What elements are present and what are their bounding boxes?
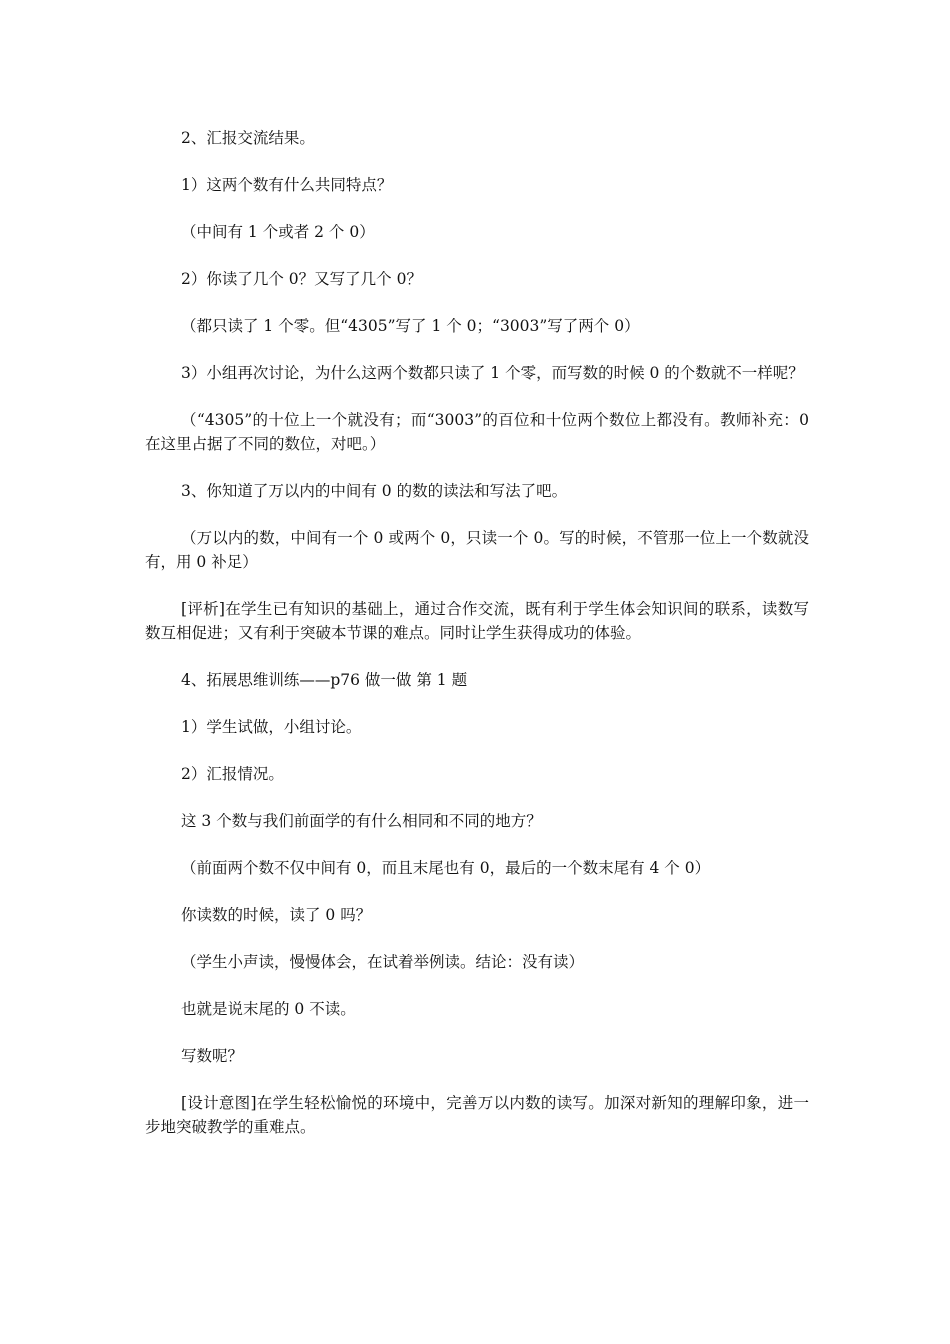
- paragraph-answer-not-read: （学生小声读，慢慢体会，在试着举例读。结论：没有读）: [181, 953, 585, 971]
- paragraph-answer-zeros-middle: （中间有 1 个或者 2 个 0）: [181, 223, 375, 241]
- paragraph-question-read-write-zeros: 2）你读了几个 0？又写了几个 0？: [181, 270, 422, 288]
- paragraph-commentary: [评析]在学生已有知识的基础上，通过合作交流，既有利于学生体会知识间的联系，读数写数互相促进；又有利于突破本节课的难点。同时让学生获得成功的体验。: [145, 600, 809, 642]
- paragraph-trailing-zero-rule: 也就是说末尾的 0 不读。: [181, 1000, 356, 1018]
- paragraph-answer-trailing-zeros: （前面两个数不仅中间有 0，而且末尾也有 0，最后的一个数末尾有 4 个 0）: [181, 859, 711, 877]
- document-body: [145, 126, 809, 1162]
- paragraph-report-results: 2、汇报交流结果。: [181, 129, 315, 147]
- paragraph-answer-digit-positions: （“4305”的十位上一个就没有；而“3003”的百位和十位两个数位上都没有。教师补充：0 在这里占据了不同的数位，对吧。）: [145, 411, 809, 453]
- paragraph-question-writing: 写数呢？: [181, 1047, 244, 1065]
- paragraph-design-intent: [设计意图]在学生轻松愉悦的环境中，完善万以内数的读写。加深对新知的理解印象，进一步地突破教学的重难点。: [145, 1094, 809, 1136]
- paragraph-question-read-zero: 你读数的时候，读了 0 吗？: [181, 906, 372, 924]
- paragraph-know-reading-writing: 3、你知道了万以内的中间有 0 的数的读法和写法了吧。: [181, 482, 568, 500]
- paragraph-extension-training: 4、拓展思维训练——p76 做一做 第 1 题: [181, 671, 468, 689]
- paragraph-report-situation: 2）汇报情况。: [181, 765, 284, 783]
- paragraph-students-try: 1）学生试做，小组讨论。: [181, 718, 362, 736]
- paragraph-question-common-feature: 1）这两个数有什么共同特点？: [181, 176, 393, 194]
- paragraph-question-group-discussion: 3）小组再次讨论，为什么这两个数都只读了 1 个零，而写数的时候 0 的个数就不一样呢？: [181, 364, 804, 382]
- paragraph-rule-summary: （万以内的数，中间有一个 0 或两个 0，只读一个 0。写的时候，不管那一位上一个数就没有，用 0 补足）: [145, 529, 809, 571]
- paragraph-question-compare: 这 3 个数与我们前面学的有什么相同和不同的地方？: [181, 812, 542, 830]
- paragraph-answer-read-one-zero: （都只读了 1 个零。但“4305”写了 1 个 0；“3003”写了两个 0）: [181, 317, 640, 335]
